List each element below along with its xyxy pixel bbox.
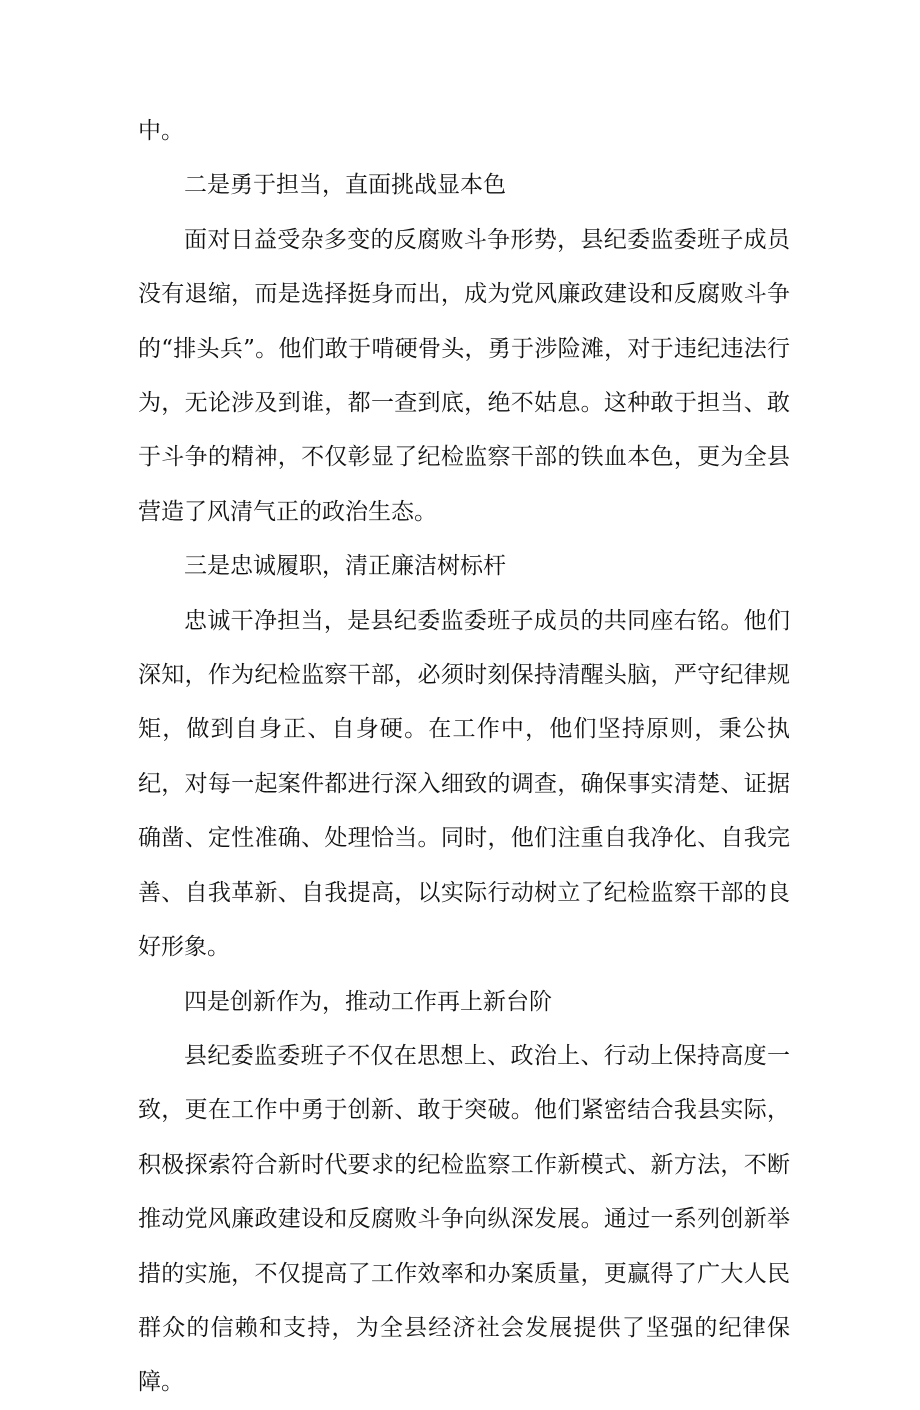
- section-body-3: 忠诚干净担当，是县纪委监委班子成员的共同座右铭。他们深知，作为纪检监察干部，必须时刻保持清醒头脑，严守纪律规矩，做到自身正、自身硬。在工作中，他们坚持原则，秉公执纪，对每一起案件都进行深入细致的调查，确保事实清楚、证据确凿、定性准确、处理恰当。同时，他们注重自我净化、自我完善、自我革新、自我提高，以实际行动树立了纪检监察干部的良好形象。: [138, 607, 790, 961]
- section-body-2: 面对日益受杂多变的反腐败斗争形势，县纪委监委班子成员没有退缩，而是选择挺身而出，成为党风廉政建设和反腐败斗争的“排头兵”。他们敢于啃硬骨头，勇于涉险滩，对于违纪违法行为，无论涉及到谁，都一查到底，绝不姑息。这种敢于担当、敢于斗争的精神，不仅彰显了纪检监察干部的铁血本色，更为全县营造了风清气正的政治生态。: [138, 226, 790, 525]
- section-heading-4: 四是创新作为，推动工作再上新台阶: [184, 988, 552, 1015]
- section-heading-2: 二是勇于担当，直面挑战显本色: [184, 172, 506, 199]
- continuation-text: 中。: [138, 118, 184, 144]
- document-body: [138, 104, 790, 1410]
- section-heading-3: 三是忠诚履职，清正廉洁树标杆: [184, 553, 506, 580]
- section-body-4: 县纪委监委班子不仅在思想上、政治上、行动上保持高度一致，更在工作中勇于创新、敢于突破。他们紧密结合我县实际，积极探索符合新时代要求的纪检监察工作新模式、新方法，不断推动党风廉政建设和反腐败斗争向纵深发展。通过一系列创新举措的实施，不仅提高了工作效率和办案质量，更赢得了广大人民群众的信赖和支持，为全县经济社会发展提供了坚强的纪律保障。: [138, 1042, 790, 1396]
